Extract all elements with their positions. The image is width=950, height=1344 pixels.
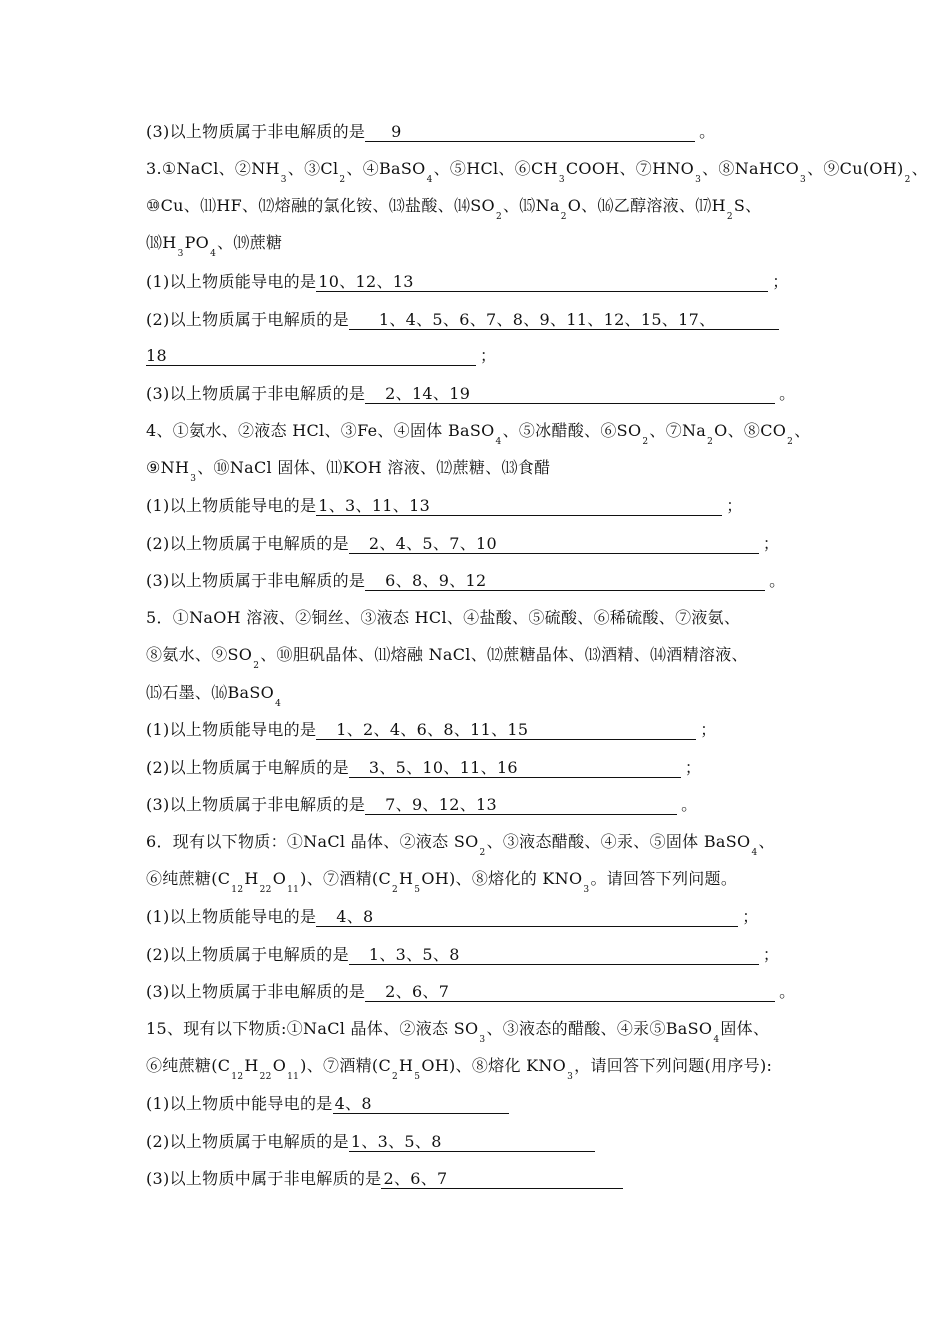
q3-part1: (1)以上物质能导电的是 10、12、13 ； [146, 272, 789, 291]
q5-part2: (2)以上物质属于电解质的是 3、5、10、11、16 ； [146, 758, 702, 777]
answer-blank: 1、2、4、6、8、11、15 [316, 719, 696, 740]
q5-header-line1: 5．①NaOH 溶液、②铜丝、③液态 HCl、④盐酸、⑤硫酸、⑥稀硫酸、⑦液氨、 [146, 608, 741, 627]
q3-part2: (2)以上物质属于电解质的是 1、4、5、6、7、8、9、11、12、15、17、 [146, 308, 783, 332]
answer-blank: 1、3、5、8 [349, 1131, 595, 1152]
q6-header-line2: ⑥纯蔗糖$(C_{12}H_{22}O_{11})$、⑦酒精$(C_2H_5OH)$、⑧熔化的 $KNO_3$。请回答下列问题。 [146, 869, 738, 895]
q5-part1: (1)以上物质能导电的是 1、2、4、6、8、11、15 ； [146, 720, 717, 739]
q15-header-line2: ⑥纯蔗糖$(C_{12}H_{22}O_{11})$、⑦酒精$(C_2H_5OH)$、⑧熔化 $KNO_3$，请回答下列问题(用序号): [146, 1056, 773, 1082]
question-text: (3)以上物质属于非电解质的是 [146, 122, 366, 141]
q3-header-line3: $⒅H_3PO_4$、⒆蔗糖 [146, 233, 283, 259]
answer-blank: 3、5、10、11、16 [349, 757, 681, 778]
answer-blank: 7、9、12、13 [365, 794, 677, 815]
q6-part2: (2)以上物质属于电解质的是 1、3、5、8 ； [146, 945, 780, 964]
end-mark: 。 [699, 122, 716, 141]
q4-header-line2: $⑨NH_3$、⑩NaCl 固体、⑾KOH 溶液、⑿蔗糖、⒀食醋 [146, 458, 551, 484]
q5-part3: (3)以上物质属于非电解质的是 7、9、12、13 。 [146, 795, 698, 814]
q15-part2: (2)以上物质属于电解质的是 1、3、5、8 [146, 1130, 599, 1154]
q3-part3: (3)以上物质属于非电解质的是 2、14、19 。 [146, 384, 796, 403]
q4-part1: (1)以上物质能导电的是 1、3、11、13 ； [146, 496, 743, 515]
answer-blank: 6、8、9、12 [365, 570, 765, 591]
q6-part3: (3)以上物质属于非电解质的是 2、6、7 。 [146, 982, 796, 1001]
q15-header-line1: 15、现有以下物质:①NaCl 晶体、②液态 $SO_3$、③液态的醋酸、④汞⑤BaSO$_4$固体、 [146, 1019, 770, 1045]
q4-part3: (3)以上物质属于非电解质的是 6、8、9、12 。 [146, 571, 786, 590]
answer-blank-cont: 18 [146, 345, 476, 366]
q3-part2-cont: 18 ； [146, 346, 497, 365]
answer-blank: 4、8 [316, 906, 738, 927]
answer-blank: 2、4、5、7、10 [349, 533, 759, 554]
answer-blank: 2、6、7 [365, 981, 775, 1002]
answer-blank: 1、3、11、13 [316, 495, 722, 516]
answer-blank: 2、14、19 [365, 383, 775, 404]
q6-header-line1: 6．现有以下物质：①NaCl 晶体、②液态 $SO_2$、③液态醋酸、④汞、⑤固体 BaSO$_4$、 [146, 832, 775, 858]
q4-part2: (2)以上物质属于电解质的是 2、4、5、7、10 ； [146, 534, 780, 553]
answer-blank: 1、4、5、6、7、8、9、11、12、15、17、 [349, 309, 779, 330]
q3-header-line1: 3.①NaCl、$②NH_3$、$③Cl_2$、④BaSO$_4$、⑤HCl、$⑥CH_3COOH$、$⑦HNO_3$、⑧NaHCO$_3$、$⑨Cu(OH)_2$、 [146, 159, 928, 185]
q5-header-line3: ⒂石墨、⒃BaSO$_4$ [146, 683, 282, 709]
answer-blank: 10、12、13 [316, 271, 768, 292]
q5-header-line2: ⑧氨水、$⑨SO_2$、⑩胆矾晶体、⑾熔融 NaCl、⑿蔗糖晶体、⒀酒精、⒁酒精溶液、 [146, 645, 748, 671]
q15-part1: (1)以上物质中能导电的是 4、8 [146, 1092, 513, 1116]
answer-blank: 9 [365, 121, 695, 142]
q6-part1: (1)以上物质能导电的是 4、8 ； [146, 907, 759, 926]
answer-blank: 2、6、7 [381, 1168, 623, 1189]
q15-part3: (3)以上物质中属于非电解质的是 2、6、7 [146, 1167, 627, 1191]
q4-header-line1: 4、①氨水、②液态 HCl、③Fe、④固体 BaSO$_4$、⑤冰醋酸、$⑥SO_2$、$⑦Na_2O$、$⑧CO_2$、 [146, 421, 811, 447]
q2-part3 [146, 120, 715, 144]
q3-header-line2: ⑩Cu、⑾HF、⑿熔融的氯化铵、⒀盐酸、$⒁SO_2$、$⒂Na_2O$、⒃乙醇溶液、$⒄H_2S$、 [146, 196, 762, 222]
answer-blank: 1、3、5、8 [349, 944, 759, 965]
answer-blank: 4、8 [333, 1093, 509, 1114]
